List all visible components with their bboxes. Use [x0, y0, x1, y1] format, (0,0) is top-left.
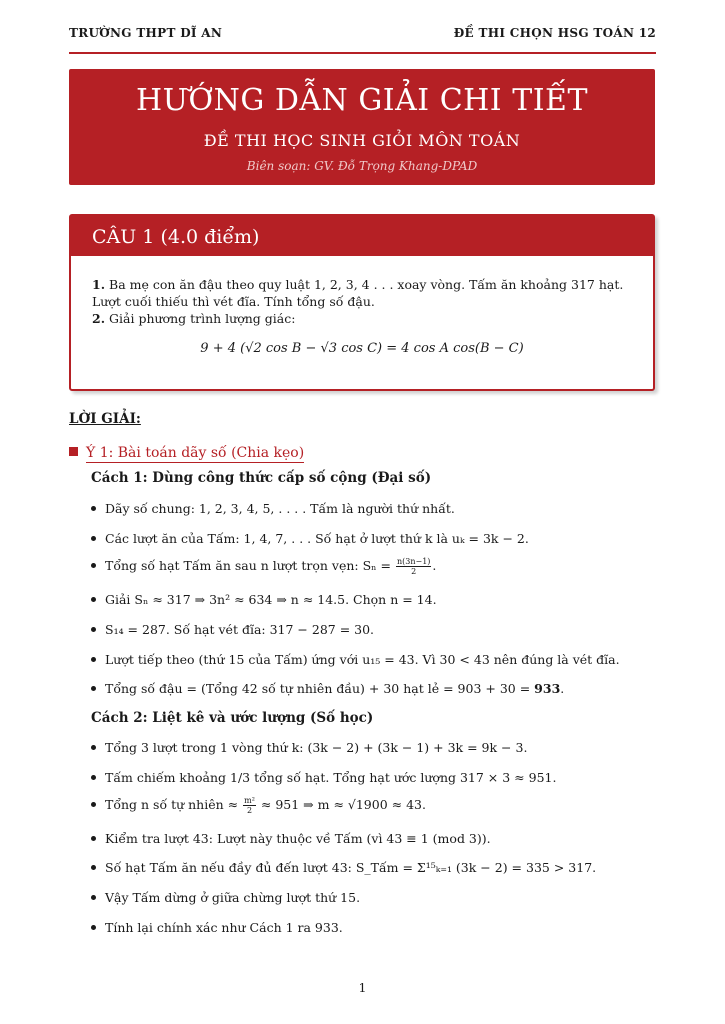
question-title: CÂU 1 (4.0 điểm) [92, 226, 260, 248]
method-1-title: Cách 1: Dùng công thức cấp số cộng (Đại số) [91, 470, 432, 486]
final-answer: 933 [534, 681, 561, 696]
bullet-icon [91, 925, 96, 930]
bullet-icon [91, 627, 96, 632]
bullet-icon [91, 686, 96, 691]
title-banner [69, 69, 655, 185]
list-item: Tổng số hạt Tấm ăn sau n lượt trọn vẹn: Sₙ = $\frac{n(3n-1)}{2}$ . [91, 557, 436, 576]
question-part-2: 2. Giải phương trình lượng giác: [92, 311, 296, 326]
bullet-icon [91, 506, 96, 511]
bullet-icon [91, 836, 96, 841]
question-body [92, 276, 633, 327]
list-item: Tính lại chính xác như Cách 1 ra 933. [91, 920, 343, 935]
list-item: Tổng số đậu = (Tổng 42 số tự nhiên đầu) + 30 hạt lẻ = 903 + 30 = 933. [91, 681, 564, 696]
bullet-icon [91, 597, 96, 602]
list-item: Giải Sₙ ≈ 317 ⇒ 3n² ≈ 634 ⇒ n ≈ 14.5. Chọn n = 14. [91, 592, 437, 607]
bullet-icon [91, 563, 96, 568]
list-item: Số hạt Tấm ăn nếu đầy đủ đến lượt 43: S_Tấm = Σ¹⁵ₖ₌₁ (3k − 2) = 335 > 317. [91, 860, 596, 875]
question-part-1: 1. Ba mẹ con ăn đậu theo quy luật 1, 2, 3, 4 . . . xoay vòng. Tấm ăn khoảng 317 hạt. [92, 277, 624, 292]
list-item: Tổng 3 lượt trong 1 vòng thứ k: (3k − 2) + (3k − 1) + 3k = 9k − 3. [91, 740, 527, 755]
list-item: Lượt tiếp theo (thứ 15 của Tấm) ứng với u₁₅ = 43. Vì 30 < 43 nên đúng là vét đĩa. [91, 652, 620, 667]
bullet-icon [91, 657, 96, 662]
list-item: Kiểm tra lượt 43: Lượt này thuộc về Tấm (vì 43 ≡ 1 (mod 3)). [91, 831, 491, 846]
trig-equation: 9 + 4 (√2 cos B − √3 cos C) = 4 cos A cos(B − C) [200, 341, 524, 356]
list-item: Dãy số chung: 1, 2, 3, 4, 5, . . . . Tấm là người thứ nhất. [91, 501, 455, 516]
school-name: TRƯỜNG THPT DĨ AN [69, 26, 223, 40]
fraction: $\frac{n(3n-1)}{2}$ [396, 557, 431, 576]
question-header [71, 216, 653, 256]
fraction: $\frac{\text{m²}}{2}$ [244, 796, 255, 815]
document-subtitle: ĐỀ THI HỌC SINH GIỎI MÔN TOÁN [203, 131, 521, 150]
bullet-icon [91, 895, 96, 900]
list-item: Tổng n số tự nhiên ≈ $\frac{\text{m²}}{2}$ ≈ 951 ⇒ m ≈ √1900 ≈ 43. [91, 796, 426, 815]
exam-name: ĐỀ THI CHỌN HSG TOÁN 12 [453, 26, 656, 40]
document-title: HƯỚNG DẪN GIẢI CHI TIẾT [136, 83, 588, 118]
bullet-icon [91, 536, 96, 541]
list-item: S₁₄ = 287. Số hạt vét đĩa: 317 − 287 = 30. [91, 622, 374, 637]
method-2-title: Cách 2: Liệt kê và ước lượng (Số học) [91, 710, 374, 726]
bullet-icon [91, 802, 96, 807]
document-author: Biên soạn: GV. Đỗ Trọng Khang-DPAD [246, 159, 478, 173]
bullet-icon [91, 775, 96, 780]
solution-heading: LỜI GIẢI: [69, 411, 141, 427]
bullet-icon [91, 745, 96, 750]
question-part-1-cont: Lượt cuối thiếu thì vét đĩa. Tính tổng số đậu. [92, 294, 375, 309]
header-divider [69, 52, 656, 54]
page-number: 1 [358, 980, 367, 995]
question-box [69, 214, 655, 391]
square-bullet-icon [69, 447, 78, 456]
bullet-icon [91, 865, 96, 870]
list-item: Vậy Tấm dừng ở giữa chừng lượt thứ 15. [91, 890, 360, 905]
item-1-title: Ý 1: Bài toán dãy số (Chia kẹo) [69, 445, 304, 461]
list-item: Các lượt ăn của Tấm: 1, 4, 7, . . . Số hạt ở lượt thứ k là uₖ = 3k − 2. [91, 531, 529, 546]
list-item: Tấm chiếm khoảng 1/3 tổng số hạt. Tổng hạt ước lượng 317 × 3 ≈ 951. [91, 770, 556, 785]
